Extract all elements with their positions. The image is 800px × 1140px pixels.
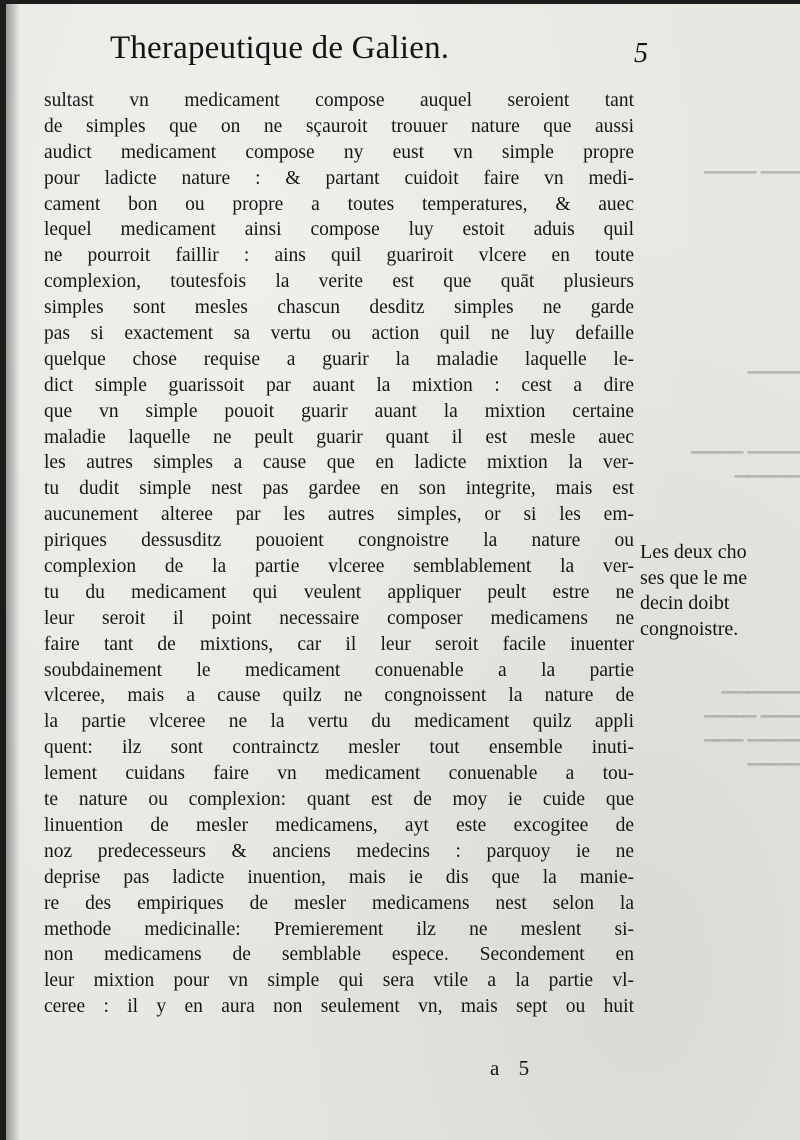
text-line: quelque chose requise a guarir la maladie laquelle le- (44, 348, 634, 370)
text-line: methode medicinalle: Premierement ilz ne meslent si- (44, 918, 634, 940)
text-line: dict simple guarissoit par auant la mixtion : cest a dire (44, 374, 634, 396)
show-through-ink: ▔▔▔▔ ▔▔▔▔ (691, 452, 800, 471)
text-line: lequel medicament ainsi compose luy estoit aduis quil (44, 219, 634, 241)
text-line: sultast vn medicament compose auquel seroient tant (44, 90, 634, 111)
show-through-ink: ▔▔▔▔ ▔▔▔ (704, 740, 800, 759)
body-text (44, 88, 634, 1020)
text-line: leur seroit il point necessaire composer medicamens ne (44, 607, 634, 629)
text-line: linuention de mesler medicamens, ayt este excogitee de (44, 814, 634, 836)
text-line: pour ladicte nature : & partant cuidoit faire vn medi- (44, 167, 634, 189)
page-number: 5 (634, 38, 648, 69)
margin-note-line: congnoistre. (640, 617, 739, 640)
text-line: la partie vlceree ne la vertu du medicament quilz appli (44, 711, 634, 733)
show-through-ink: ▔▔▔▔ (747, 764, 800, 783)
margin-note-line: ses que le me (640, 566, 748, 589)
text-line: vlceree, mais a cause quilz ne congnoissent la nature de (44, 685, 634, 707)
text-line: leur mixtion pour vn simple qui sera vtile a la partie vl- (44, 970, 634, 992)
show-through-ink: ▔▔▔▔▔ (734, 476, 800, 495)
show-through-ink: ▔▔▔▔▔▔ (721, 692, 800, 711)
book-page (6, 4, 800, 1140)
text-line: ceree : il y en aura non seulement vn, mais sept ou huit (44, 996, 634, 1018)
text-line: quent: ilz sont contrainctz mesler tout ensemble inuti- (44, 737, 634, 759)
text-line: lement cuidans faire vn medicament conuenable a tou- (44, 763, 634, 785)
text-line: aucunement alteree par les autres simples, or si les em- (44, 504, 634, 526)
text-line: deprise pas ladicte inuention, mais ie dis que la manie- (44, 866, 634, 888)
margin-note-line: Les deux cho (640, 541, 747, 563)
text-line: complexion, toutesfois la verite est que quāt plusieurs (44, 271, 634, 293)
text-line: ne pourroit faillir : ains quil guariroit vlcere en toute (44, 245, 634, 267)
signature-text: a 5 (490, 1056, 530, 1080)
text-line: que vn simple pouoit guarir auant la mixtion certaine (44, 400, 634, 422)
text-line: piriques dessusditz pouoient congnoistre la nature ou (44, 530, 634, 552)
text-line: pas si exactement sa vertu ou action quil ne luy defaille (44, 323, 634, 345)
text-line: maladie laquelle ne peult guarir quant il est mesle auec (44, 426, 634, 448)
text-line: soubdainement le medicament conuenable a la partie (44, 659, 634, 681)
page-header (6, 30, 800, 78)
running-title: Therapeutique de Galien. (110, 30, 450, 66)
text-line: de simples que on ne sçauroit trouuer nature que aussi (44, 115, 634, 137)
show-through-ink: ▔▔▔ ▔▔▔▔ (704, 716, 800, 735)
text-line: tu du medicament qui veulent appliquer peult estre ne (44, 581, 634, 603)
text-line: te nature ou complexion: quant est de moy ie cuide que (44, 789, 634, 811)
text-line: tu dudit simple nest pas gardee en son integrite, mais est (44, 478, 634, 500)
show-through-ink: ▔▔▔ ▔▔▔▔ (704, 172, 800, 191)
text-line: re des empiriques de mesler medicamens nest selon la (44, 892, 634, 914)
text-line: noz predecesseurs & anciens medecins : parquoy ie ne (44, 840, 634, 862)
margin-note-line: decin doibt (640, 592, 730, 614)
text-line: les autres simples a cause que en ladicte mixtion la ver- (44, 452, 634, 474)
text-line: audict medicament compose ny eust vn simple propre (44, 141, 634, 163)
text-line: non medicamens de semblable espece. Secondement en (44, 944, 634, 966)
show-through-ink: ▔▔▔▔ (747, 372, 800, 391)
text-line: cament bon ou propre a toutes temperatures, & auec (44, 193, 634, 215)
text-line: complexion de la partie vlceree semblablement la ver- (44, 556, 634, 578)
signature-mark (6, 1056, 800, 1086)
text-line: simples sont mesles chascun desditz simples ne garde (44, 297, 634, 319)
text-line: faire tant de mixtions, car il leur seroit facile inuenter (44, 633, 634, 655)
margin-note (640, 540, 800, 642)
